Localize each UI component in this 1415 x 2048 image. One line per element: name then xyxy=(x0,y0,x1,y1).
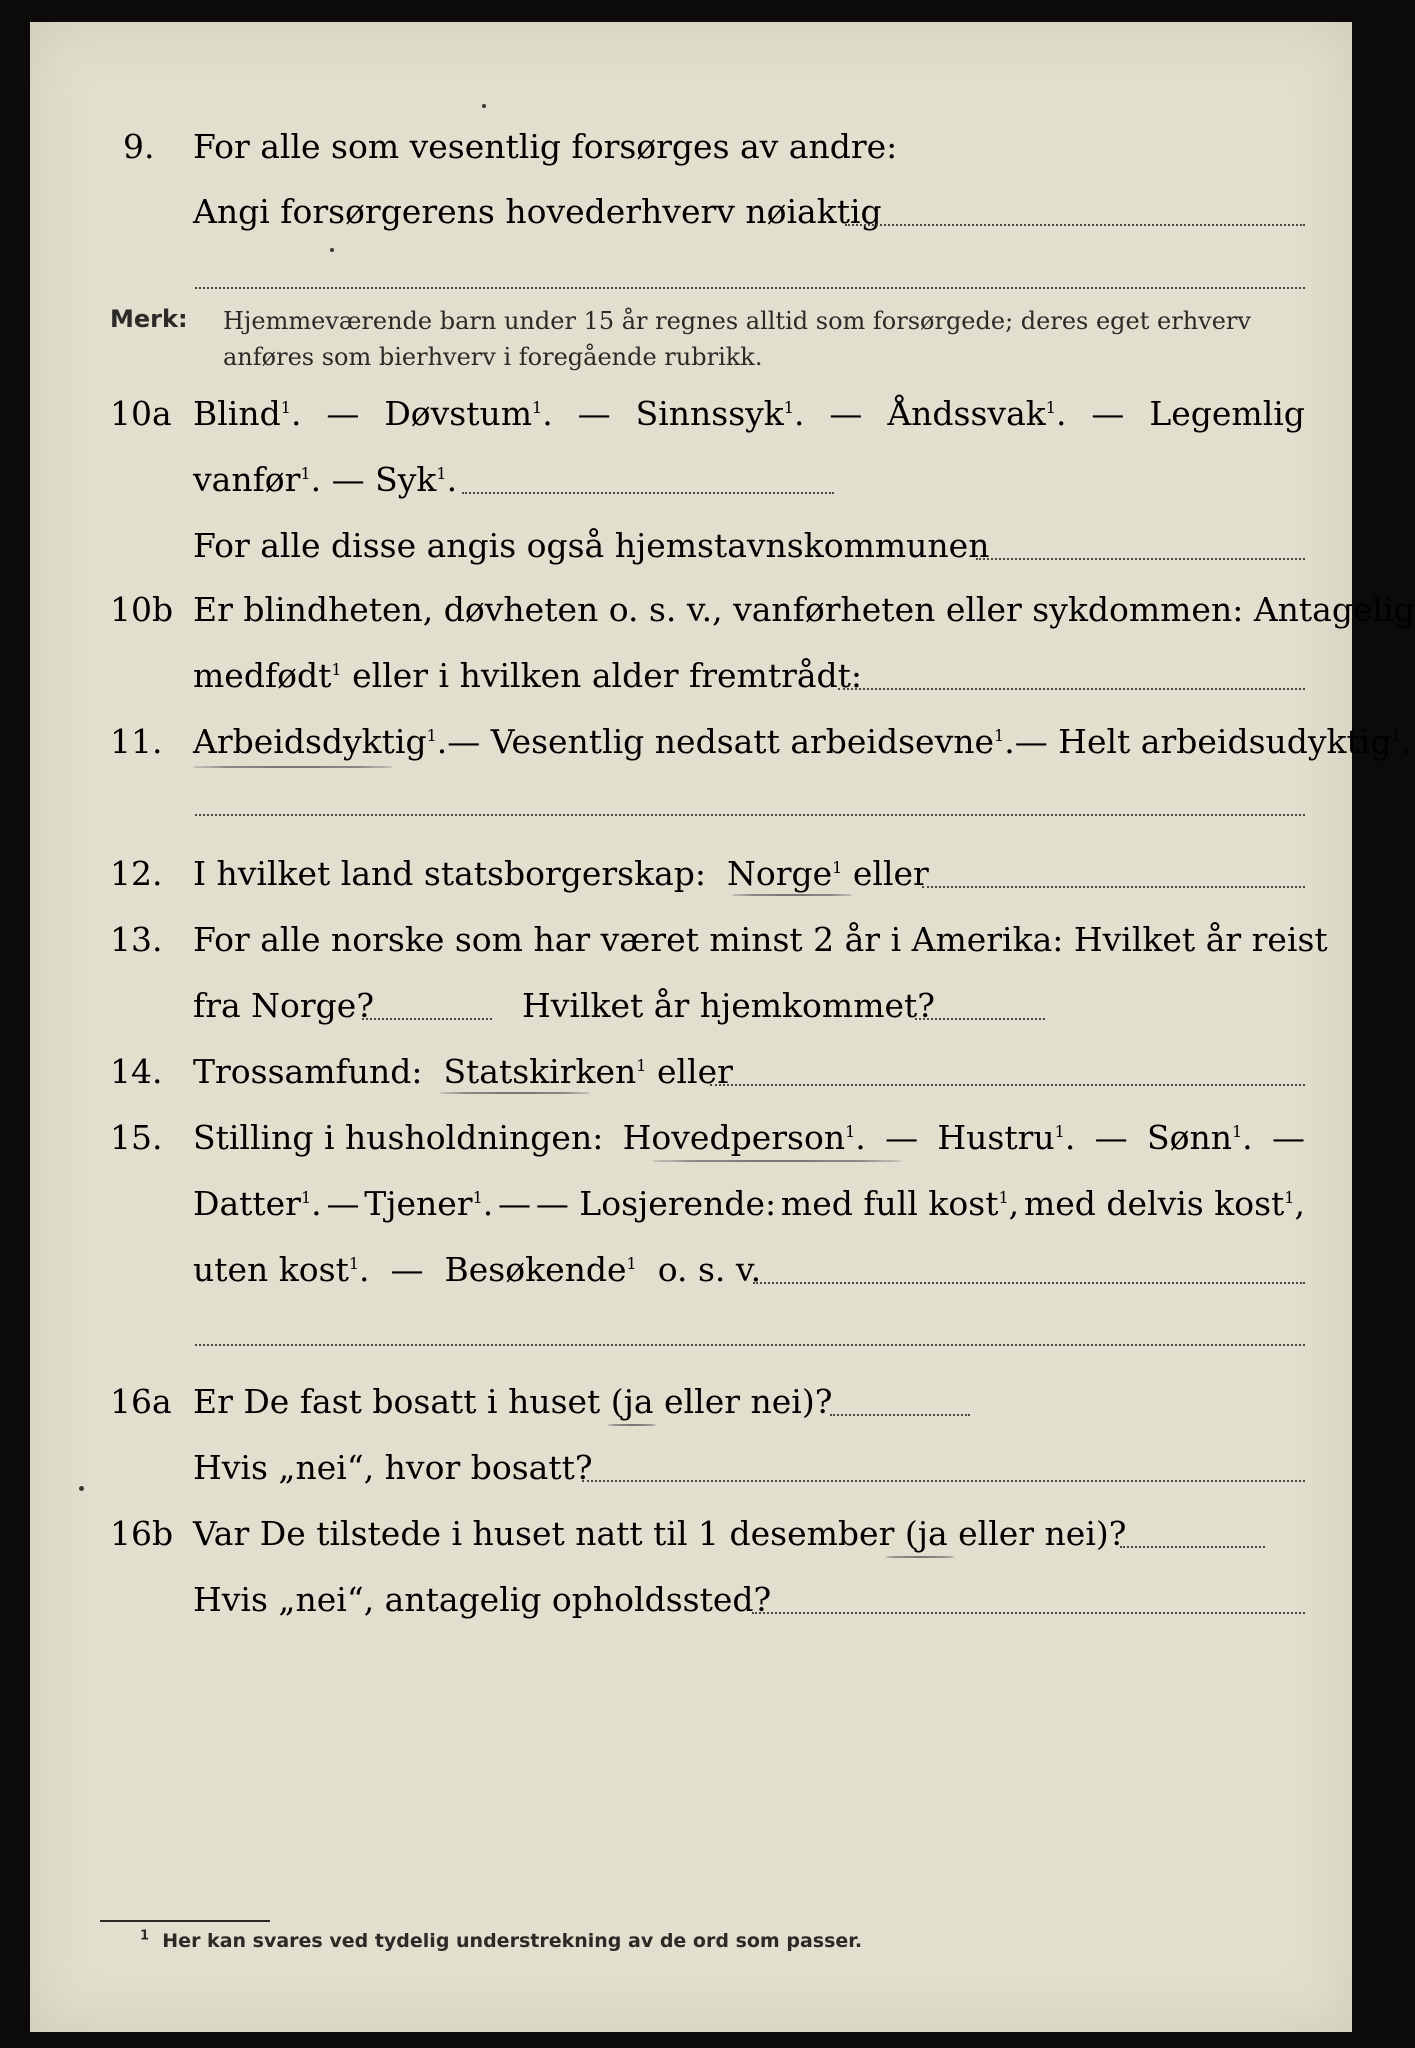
option-uten-kost[interactable]: uten kost$^1$. xyxy=(193,1250,370,1289)
item-10a-answer-line[interactable] xyxy=(462,492,834,494)
option-statskirken[interactable]: Statskirken$^1$ xyxy=(443,1052,647,1091)
option-nedsatt[interactable]: — Vesentlig nedsatt arbeidsevne$^1$. xyxy=(447,722,1015,761)
item-15-line1: Stilling i husholdningen: Hovedperson$^1$. — Hustru$^1$. — Sønn$^1$. — xyxy=(193,1118,1305,1157)
item-15-answer-line[interactable] xyxy=(753,1282,1305,1284)
item-13-question-a: fra Norge? xyxy=(193,986,375,1025)
item-12-handwritten-underline xyxy=(732,894,852,896)
option-sonn[interactable]: Sønn$^1$. xyxy=(1146,1118,1253,1157)
item-9-answer-line[interactable] xyxy=(845,224,1305,226)
item-15-line2: Datter$^1$. — Tjener$^1$. — — Losjerende: med full kost$^1$, med delvis kost$^1$, xyxy=(193,1184,1305,1223)
item-10b-number: 10b xyxy=(110,590,174,629)
option-besokende[interactable]: Besøkende$^1$ xyxy=(444,1250,637,1289)
item-12-line1: I hvilket land statsborgerskap: Norge$^1$ eller xyxy=(193,854,929,893)
item-16b-line2: Hvis „nei“, antagelig opholdssted? xyxy=(193,1580,772,1619)
paper-speck xyxy=(330,248,334,252)
item-16b-number: 16b xyxy=(110,1514,174,1553)
item-16b-handwritten-underline xyxy=(885,1556,955,1558)
merk-label: Merk: xyxy=(110,305,188,333)
option-arbeidsdyktig[interactable]: Arbeidsdyktig$^1$. xyxy=(193,722,448,761)
paper-speck xyxy=(79,1486,84,1491)
option-delvis-kost[interactable]: med delvis kost$^1$, xyxy=(1023,1184,1305,1223)
item-16b-answer-line[interactable] xyxy=(1120,1546,1265,1548)
item-15-answer-line-2[interactable] xyxy=(195,1344,1305,1346)
option-dovstum[interactable]: Døvstum$^1$. xyxy=(384,394,553,433)
item-16a-answer-line[interactable] xyxy=(830,1414,970,1416)
item-15-number: 15. xyxy=(110,1118,163,1157)
item-12-number: 12. xyxy=(110,854,163,893)
item-14-number: 14. xyxy=(110,1052,163,1091)
option-hovedperson[interactable]: Hovedperson$^1$. xyxy=(622,1118,866,1157)
option-legemlig[interactable]: Legemlig xyxy=(1149,394,1305,433)
option-sinnssyk[interactable]: Sinnssyk$^1$. xyxy=(635,394,805,433)
option-andssvak[interactable]: Åndssvak$^1$. xyxy=(887,394,1067,433)
item-10a-number: 10a xyxy=(110,394,172,433)
item-16a-line1: Er De fast bosatt i huset (ja eller nei)? xyxy=(193,1382,833,1421)
item-12-answer-line[interactable] xyxy=(922,886,1305,888)
item-10b-line2: medfødt$^1$ eller i hvilken alder fremtrådt: xyxy=(193,656,863,695)
item-11-line1 xyxy=(193,722,1413,761)
dash: — xyxy=(829,394,863,433)
item-11-answer-line[interactable] xyxy=(195,814,1305,816)
option-vanfor[interactable]: vanfør$^1$. xyxy=(193,460,322,499)
item-16b-opholdssted-line[interactable] xyxy=(752,1612,1305,1614)
item-11-handwritten-underline xyxy=(193,766,393,768)
option-datter[interactable]: Datter$^1$. xyxy=(193,1184,322,1223)
item-16b-line1: Var De tilstede i huset natt til 1 desember (ja eller nei)? xyxy=(193,1514,1127,1553)
option-udyktig[interactable]: — Helt arbeidsudyktig$^1$. xyxy=(1014,722,1413,761)
item-9-number: 9. xyxy=(123,127,155,166)
footnote: $^1$ Her kan svares ved tydelig understrekning av de ord som passer. xyxy=(140,1928,863,1952)
option-hustru[interactable]: Hustru$^1$. xyxy=(937,1118,1076,1157)
dash: — xyxy=(1091,394,1125,433)
item-10a-hjemstavn-line[interactable] xyxy=(976,558,1305,560)
item-13-question-b: Hvilket år hjemkommet? xyxy=(522,986,935,1025)
item-14-answer-line[interactable] xyxy=(710,1084,1305,1086)
item-14-line1: Trossamfund: Statskirken$^1$ eller xyxy=(193,1052,733,1091)
item-10a-line2: vanfør$^1$. — Syk$^1$. xyxy=(193,460,458,499)
item-13-line1: For alle norske som har været minst 2 år i Amerika: Hvilket år reist xyxy=(193,920,1328,959)
option-blind[interactable]: Blind$^1$. xyxy=(193,394,302,433)
item-14-handwritten-underline xyxy=(440,1092,590,1094)
item-10a-line3: For alle disse angis også hjemstavnskommunen xyxy=(193,526,990,565)
item-10b-line1: Er blindheten, døvheten o. s. v., vanførheten eller sykdommen: Antagelig xyxy=(193,590,1415,629)
item-13-number: 13. xyxy=(110,920,163,959)
item-10a-line1 xyxy=(193,394,1305,433)
dash: — xyxy=(577,394,611,433)
item-15-line3: uten kost$^1$. — Besøkende$^1$ o. s. v. xyxy=(193,1250,762,1289)
dash: — xyxy=(326,394,360,433)
item-16a-handwritten-underline xyxy=(608,1424,656,1426)
item-13-answer-a[interactable] xyxy=(362,1018,492,1020)
item-9-line2: Angi forsørgerens hovederhverv nøiaktig xyxy=(193,192,882,231)
item-16a-number: 16a xyxy=(110,1382,172,1421)
option-full-kost[interactable]: med full kost$^1$, xyxy=(780,1184,1020,1223)
census-form-page xyxy=(30,22,1415,2032)
paper-speck xyxy=(482,104,486,108)
merk-line1: Hjemmeværende barn under 15 år regnes alltid som forsørgede; deres eget erhverv xyxy=(223,307,1251,335)
item-13-answer-b[interactable] xyxy=(915,1018,1045,1020)
option-syk[interactable]: Syk$^1$. xyxy=(375,460,458,499)
item-16a-line2: Hvis „nei“, hvor bosatt? xyxy=(193,1448,593,1487)
option-tjener[interactable]: Tjener$^1$. xyxy=(364,1184,494,1223)
item-11-number: 11. xyxy=(110,722,163,761)
item-9-answer-line-2[interactable] xyxy=(195,287,1305,289)
footnote-rule xyxy=(100,1920,270,1922)
item-9-line1: For alle som vesentlig forsørges av andre: xyxy=(193,127,898,166)
option-norge[interactable]: Norge$^1$ xyxy=(727,854,843,893)
item-15-handwritten-underline xyxy=(652,1160,902,1162)
item-10b-answer-line[interactable] xyxy=(838,688,1305,690)
item-16a-bosatt-line[interactable] xyxy=(582,1480,1305,1482)
merk-line2: anføres som bierhverv i foregående rubrikk. xyxy=(223,343,763,371)
